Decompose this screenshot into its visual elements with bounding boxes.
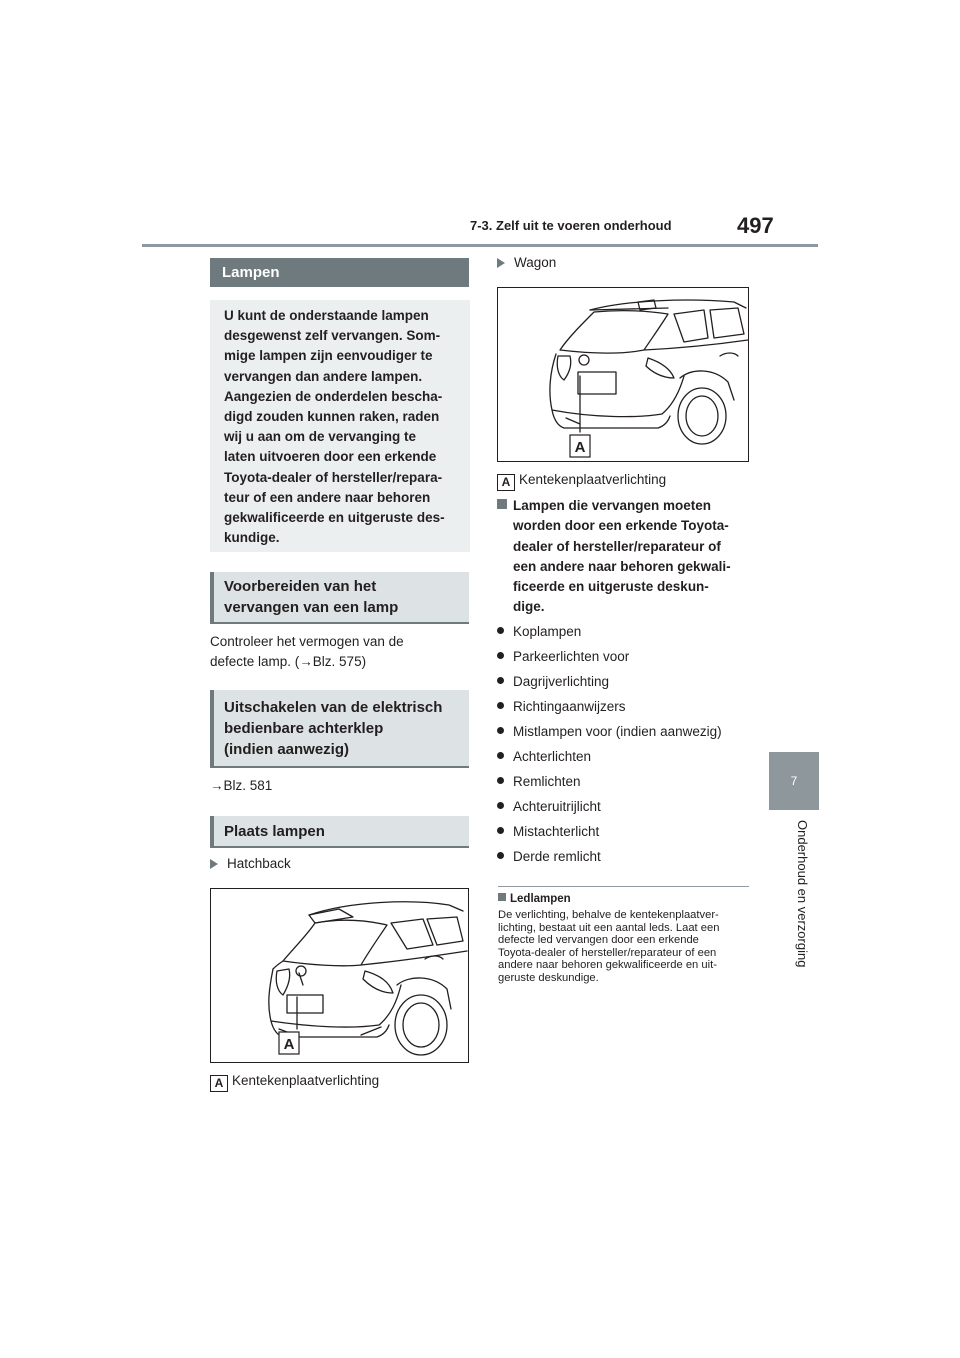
- note-line: andere naar behoren gekwalificeerde en uit-: [498, 959, 717, 972]
- list-item: [497, 797, 753, 822]
- list-item: [497, 647, 753, 672]
- list-item-text: Richtingaanwijzers: [513, 699, 626, 714]
- note-divider: [498, 886, 749, 887]
- square-bullet-icon: [497, 499, 507, 509]
- list-item: [497, 722, 753, 747]
- bullet-dot-icon: [497, 677, 504, 684]
- variant-label-text: Wagon: [514, 255, 557, 270]
- dealer-heading-line: dealer of hersteller/reparateur of: [513, 538, 721, 554]
- list-item: [497, 622, 753, 647]
- wagon-rear-illustration: [498, 288, 748, 461]
- intro-line: Toyota-dealer of hersteller/repara-: [224, 469, 443, 485]
- prep-paragraph: [210, 632, 470, 672]
- dealer-lamps-heading: [497, 496, 753, 618]
- intro-line: teur of een andere naar behoren: [224, 489, 431, 505]
- dealer-lamps-list: [497, 622, 753, 872]
- list-item-text: Dagrijverlichting: [513, 674, 610, 689]
- chapter-number: 7: [790, 774, 798, 788]
- list-item: [497, 772, 753, 797]
- legend-label-badge: A: [497, 474, 515, 491]
- list-item-text: Mistachterlicht: [513, 824, 600, 839]
- figure-callout-a: A: [574, 439, 586, 456]
- intro-line: gekwalificeerde en uitgeruste des-: [224, 510, 445, 526]
- list-item-text: Parkeerlichten voor: [513, 649, 630, 664]
- dealer-heading-line: Lampen die vervangen moeten: [513, 498, 712, 513]
- chapter-title: Onderhoud en verzorging: [795, 820, 810, 968]
- note-line: defecte led vervangen door een erkende: [498, 934, 699, 947]
- section-heading-text: Plaats lampen: [224, 822, 325, 840]
- running-header-title: 7-3. Zelf uit te voeren onderhoud: [470, 218, 672, 233]
- intro-box: [210, 300, 470, 552]
- section-heading-achterklep: [210, 690, 469, 768]
- hatchback-figure: [210, 888, 469, 1063]
- list-item: [497, 847, 753, 872]
- variant-label-text: Hatchback: [227, 856, 291, 871]
- dealer-heading-line: worden door een erkende Toyota-: [513, 518, 729, 534]
- triangle-bullet-icon: [497, 258, 505, 268]
- section-heading-lampen: [210, 258, 469, 287]
- intro-line: laten uitvoeren door een erkende: [224, 449, 437, 465]
- section-heading-line: vervangen van een lamp: [224, 599, 399, 616]
- legend-label-badge: A: [210, 1075, 228, 1092]
- bullet-dot-icon: [497, 652, 504, 659]
- note-line: Toyota-dealer of hersteller/reparateur of een: [498, 946, 717, 959]
- note-title-text: Ledlampen: [510, 893, 571, 905]
- list-item-text: Mistlampen voor (indien aanwezig): [513, 724, 722, 739]
- prep-text-line: defecte lamp. (→Blz. 575): [210, 654, 367, 669]
- note-line: geruste deskundige.: [498, 971, 599, 984]
- section-heading-line: bedienbare achterklep: [224, 719, 384, 737]
- header-rule: [142, 244, 818, 247]
- list-item: [497, 672, 753, 697]
- dealer-heading-line: een andere naar behoren gekwali-: [513, 558, 731, 574]
- legend-text: Kentekenplaatverlichting: [232, 1073, 380, 1088]
- dealer-heading-line: dige.: [513, 599, 545, 615]
- bullet-dot-icon: [497, 752, 504, 759]
- note-title: [498, 893, 571, 905]
- bullet-dot-icon: [497, 727, 504, 734]
- hatchback-rear-illustration: [211, 889, 468, 1062]
- figure-legend-wagon: [497, 470, 666, 491]
- figure-callout-a: A: [283, 1036, 295, 1053]
- note-line: lichting, bestaat uit een aantal leds. Laat een: [498, 921, 720, 934]
- bullet-dot-icon: [497, 852, 504, 859]
- list-item: [497, 747, 753, 772]
- intro-line: wij u aan om de vervanging te: [224, 429, 417, 445]
- bullet-dot-icon: [497, 627, 504, 634]
- list-item: [497, 697, 753, 722]
- list-item-text: Remlichten: [513, 774, 581, 789]
- page-reference-link[interactable]: →Blz. 581: [210, 778, 273, 793]
- section-heading-line: Uitschakelen van de elektrisch: [224, 698, 443, 716]
- intro-line: vervangen dan andere lampen.: [224, 368, 423, 384]
- wagon-figure: [497, 287, 749, 462]
- list-item-text: Derde remlicht: [513, 849, 601, 864]
- section-heading-line: Voorbereiden van het: [224, 578, 377, 595]
- section-heading-plaats-lampen: [210, 816, 469, 848]
- bullet-dot-icon: [497, 802, 504, 809]
- intro-line: U kunt de onderstaande lampen: [224, 308, 429, 323]
- dealer-heading-line: ficeerde en uitgeruste deskun-: [513, 579, 709, 595]
- legend-text: Kentekenplaatverlichting: [519, 472, 667, 487]
- triangle-bullet-icon: [210, 859, 218, 869]
- note-line: De verlichting, behalve de kentekenplaatver-: [498, 909, 719, 921]
- section-heading-voorbereiden: [210, 572, 469, 624]
- bullet-dot-icon: [497, 827, 504, 834]
- prep-text-line: Controleer het vermogen van de: [210, 634, 404, 649]
- section-heading-line: (indien aanwezig): [224, 740, 350, 758]
- list-item-text: Achterlichten: [513, 749, 592, 764]
- intro-line: mige lampen zijn eenvoudiger te: [224, 348, 433, 364]
- variant-label-wagon: [497, 253, 556, 273]
- square-bullet-icon: [498, 893, 506, 901]
- list-item-text: Achteruitrijlicht: [513, 799, 601, 814]
- figure-legend-hatchback: [210, 1071, 379, 1092]
- list-item-text: Koplampen: [513, 624, 582, 639]
- section-heading-text: Lampen: [222, 264, 280, 281]
- bullet-dot-icon: [497, 702, 504, 709]
- list-item: [497, 822, 753, 847]
- variant-label-hatchback: [210, 854, 291, 874]
- page-number: 497: [737, 213, 774, 238]
- intro-line: digd zouden kunnen raken, raden: [224, 409, 440, 425]
- bullet-dot-icon: [497, 777, 504, 784]
- intro-line: desgewenst zelf vervangen. Som-: [224, 328, 441, 344]
- intro-line: Aangezien de onderdelen bescha-: [224, 388, 443, 404]
- note-body: [498, 909, 750, 985]
- intro-line: kundige.: [224, 530, 280, 546]
- chapter-tab[interactable]: [769, 752, 819, 810]
